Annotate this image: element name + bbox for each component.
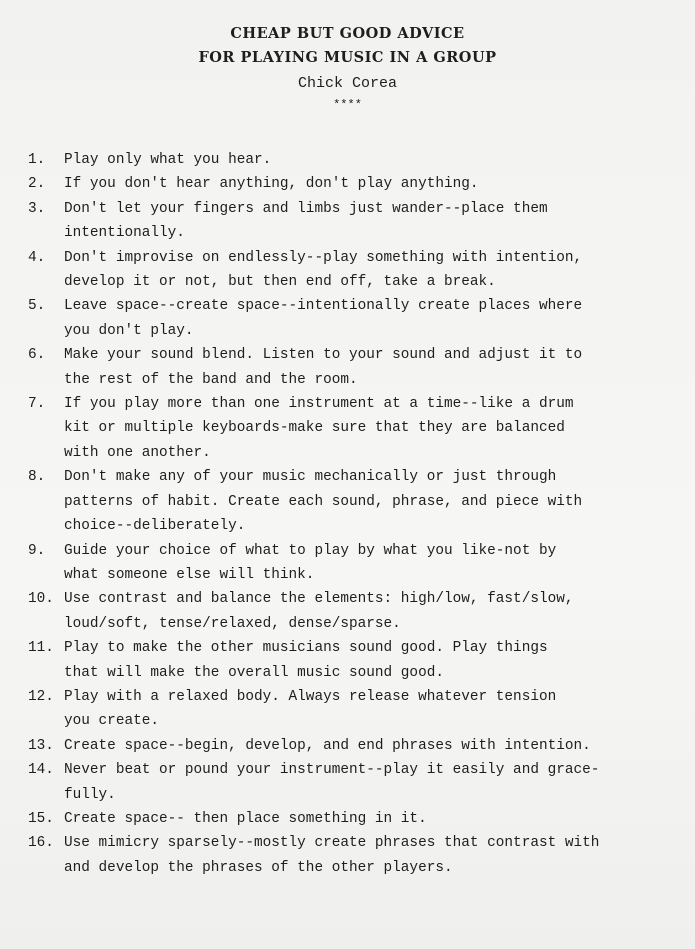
- item-text: Guide your choice of what to play by what you like-not by what someone else will think.: [64, 542, 557, 583]
- item-text: Play only what you hear.: [64, 152, 272, 168]
- item-number: 9.: [28, 542, 46, 559]
- title-line-1: CHEAP BUT GOOD ADVICE: [230, 25, 465, 42]
- list-item: [28, 197, 688, 246]
- list-item: [28, 685, 688, 734]
- item-text: Leave space--create space--intentionally create places where you don't play.: [64, 298, 583, 339]
- list-item: [28, 734, 688, 758]
- item-number: 12.: [28, 688, 54, 705]
- item-number: 4.: [28, 249, 46, 266]
- item-text: Don't let your fingers and limbs just wander--place them intentionally.: [64, 200, 548, 242]
- item-text: Make your sound blend. Listen to your sound and adjust it to the rest of the band and the room.: [64, 347, 583, 388]
- item-text: Play to make the other musicians sound good. Play things that will make the overall music sound good.: [64, 640, 548, 681]
- item-text: Create space--begin, develop, and end phrases with intention.: [64, 737, 591, 754]
- list-item: [28, 294, 688, 343]
- list-item: [28, 392, 688, 465]
- list-item: [28, 636, 688, 685]
- item-number: 6.: [28, 347, 46, 364]
- list-item: [28, 246, 688, 295]
- item-text: Don't improvise on endlessly--play something with intention, develop it or not, but then end off, take a break.: [64, 249, 583, 291]
- list-item: [28, 343, 688, 392]
- item-text: Create space-- then place something in it.: [64, 810, 427, 827]
- ornament-stars: ****: [333, 98, 362, 112]
- item-text: Use contrast and balance the elements: high/low, fast/slow, loud/soft, tense/relaxed, dense/sparse.: [64, 591, 574, 632]
- item-text: If you don't hear anything, don't play anything.: [64, 176, 479, 193]
- item-text: Never beat or pound your instrument--play it easily and grace- fully.: [64, 762, 600, 803]
- item-number: 8.: [28, 469, 46, 486]
- list-item: [28, 758, 688, 807]
- list-item: [28, 587, 688, 636]
- item-number: 11.: [28, 640, 54, 657]
- item-text: Play with a relaxed body. Always release whatever tension you create.: [64, 688, 557, 730]
- item-number: 7.: [28, 396, 46, 413]
- item-number: 10.: [28, 591, 54, 608]
- list-item: [28, 148, 688, 172]
- item-number: 14.: [28, 762, 54, 779]
- item-text: Use mimicry sparsely--mostly create phrases that contrast with and develop the phrases of the other players.: [64, 835, 600, 876]
- list-item: [28, 465, 688, 538]
- item-number: 16.: [28, 835, 54, 852]
- advice-list: [28, 148, 688, 880]
- item-number: 1.: [28, 152, 46, 168]
- item-number: 13.: [28, 737, 54, 754]
- item-number: 2.: [28, 176, 46, 193]
- author-name: Chick Corea: [297, 75, 398, 92]
- item-number: 5.: [28, 298, 46, 315]
- item-number: 3.: [28, 200, 46, 217]
- list-item: [28, 539, 688, 588]
- item-text: Don't make any of your music mechanically or just through patterns of habit. Create each sound, phrase, and piece with choice--deliberately.: [64, 469, 583, 535]
- list-item: [28, 831, 688, 880]
- title-line-2: FOR PLAYING MUSIC IN A GROUP: [198, 49, 497, 66]
- item-text: If you play more than one instrument at a time--like a drum kit or multiple keyboards-make sure that they are balanced with one another.: [64, 396, 574, 461]
- list-item: [28, 172, 688, 196]
- item-number: 15.: [28, 810, 54, 827]
- list-item: [28, 807, 688, 831]
- document-header: [0, 22, 695, 112]
